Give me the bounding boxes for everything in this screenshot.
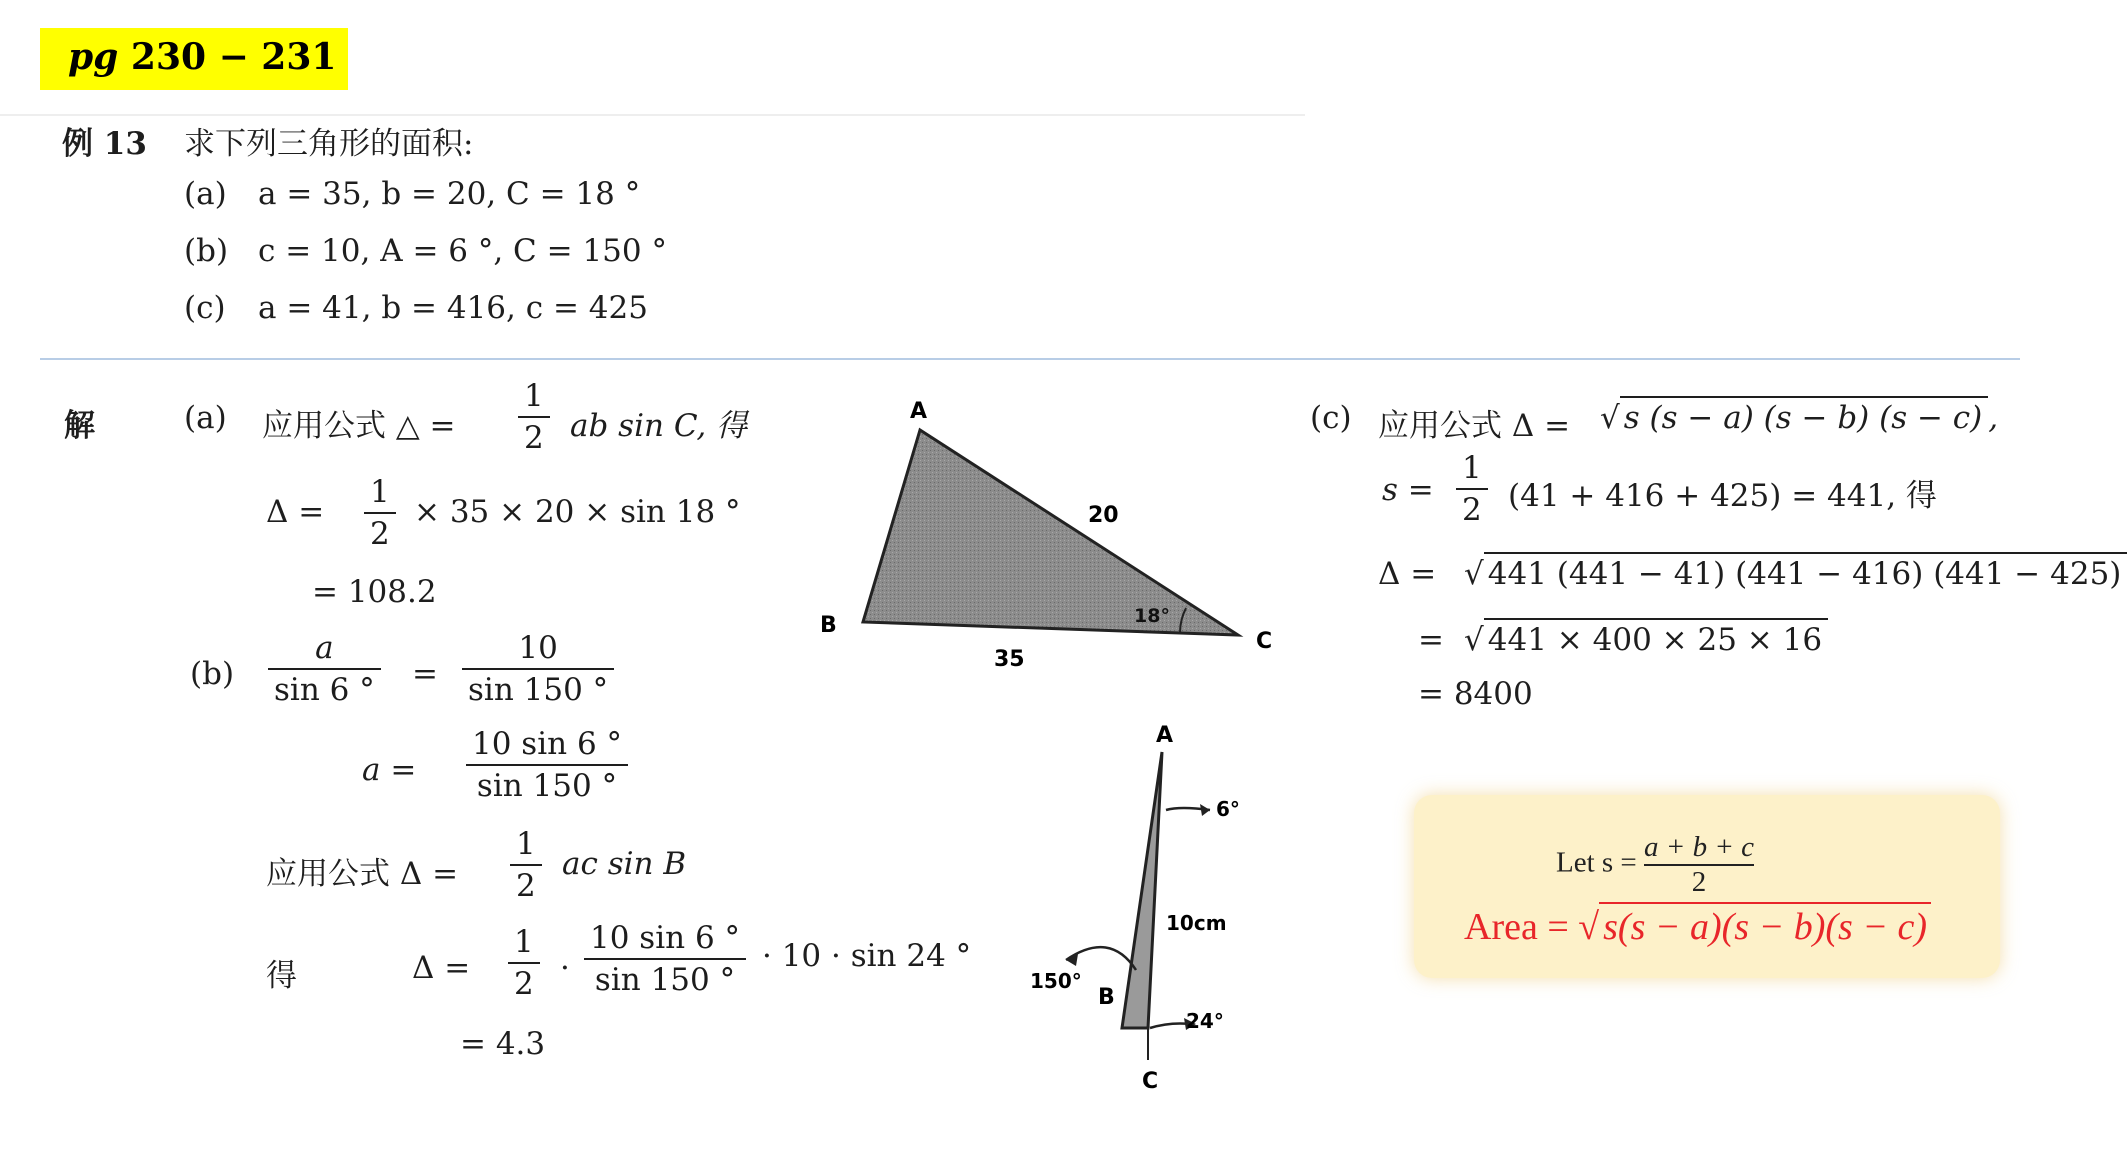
fraction-denominator: 2 (370, 516, 390, 552)
fraction-denominator: sin 6 ° (274, 672, 375, 708)
fraction-numerator: 1 (514, 924, 534, 960)
section-divider (40, 358, 2020, 360)
obtuse-vertex-a-label: A (1156, 723, 1174, 748)
triangle-obtuse-shape (1122, 752, 1162, 1028)
let-s-denominator: 2 (1691, 866, 1707, 898)
obtuse-vertex-b-label: B (1098, 985, 1115, 1010)
triangle-abc-diagram (818, 390, 1298, 670)
solution-c-eq-2: = (1418, 622, 1444, 658)
solution-b-formula-intro: 应用公式 Δ = (266, 856, 459, 892)
fraction-bar (518, 416, 550, 418)
angle-c-arrow (1150, 1024, 1190, 1029)
solution-c-s-lhs: s = (1382, 472, 1434, 508)
top-divider (0, 114, 1305, 116)
fraction-denominator: 2 (516, 868, 536, 904)
fraction-numerator: 10 sin 6 ° (590, 920, 741, 956)
solution-b-tail: · 10 · sin 24 ° (762, 938, 972, 974)
solution-b-delta-eq: Δ = (412, 950, 471, 986)
solution-c-intro: 应用公式 Δ = (1378, 408, 1571, 444)
solution-a-half (518, 378, 550, 456)
obtuse-vertex-c-label: C (1142, 1069, 1159, 1094)
angle-b-exterior-label: 150° (1030, 969, 1082, 993)
let-s-label: Let s = (1556, 846, 1637, 879)
triangle-abc-shape (863, 430, 1238, 635)
solution-c-tag: (c) (1310, 400, 1352, 436)
example-part-b-tag: (b) (184, 233, 229, 269)
page-reference-highlight (40, 28, 348, 90)
fraction-numerator: 1 (370, 474, 390, 510)
example-part-c-tag: (c) (184, 290, 226, 326)
let-s-line (1556, 831, 1754, 899)
vertex-c-label: C (1256, 629, 1273, 654)
side-length-label: 10cm (1166, 911, 1227, 935)
fraction-bar (462, 668, 614, 670)
fraction-denominator: 2 (524, 420, 544, 456)
solution-b-fraction-1 (268, 630, 381, 708)
fraction-bar (268, 668, 381, 670)
fraction-denominator: sin 150 ° (476, 768, 618, 804)
solution-b-fraction-2 (462, 630, 614, 708)
solution-b-dot: · (560, 950, 570, 986)
fraction-numerator: 1 (524, 378, 544, 414)
fraction-numerator: 10 sin 6 ° (472, 726, 623, 762)
solution-b-fraction-3 (466, 726, 628, 804)
fraction-denominator: 2 (514, 966, 534, 1002)
example-part-b-text: c = 10, A = 6 °, C = 150 ° (258, 233, 667, 269)
fraction-denominator: sin 150 ° (594, 962, 736, 998)
vertex-b-label: B (820, 613, 837, 638)
fraction-denominator: sin 150 ° (468, 672, 609, 708)
solution-a-intro: 应用公式 △ = (262, 408, 456, 444)
angle-c-label: 24° (1186, 1009, 1224, 1033)
page-ref-prefix: pg (68, 36, 119, 78)
formula-comma: , (1988, 400, 1999, 436)
solution-b-equals: = (412, 656, 438, 692)
solution-b-result: = 4.3 (460, 1026, 546, 1062)
let-s-fraction (1644, 831, 1754, 899)
solution-b-formula-half (510, 826, 542, 904)
solution-a-step1-tail: × 35 × 20 × sin 18 ° (414, 494, 741, 530)
example-part-a-tag: (a) (184, 176, 227, 212)
solution-c-root-1: √ 441 (441 − 41) (441 − 416) (441 − 425) (1464, 552, 2127, 592)
solution-a-step1-lhs: Δ = (266, 494, 325, 530)
solution-c-s-half (1456, 450, 1488, 528)
heron-formula-box (1414, 795, 2000, 978)
solution-b-formula-tail: ac sin B (562, 846, 687, 882)
side-ac-label: 20 (1088, 503, 1119, 528)
fraction-bar (364, 512, 396, 514)
fraction-numerator: 1 (1462, 450, 1482, 486)
side-bc-label: 35 (994, 647, 1025, 672)
sqrt-radicand: 441 × 400 × 25 × 16 (1484, 618, 1828, 658)
example-part-a-text: a = 35, b = 20, C = 18 ° (258, 176, 641, 212)
angle-a-arrowhead (1200, 804, 1210, 816)
solution-b-step-half (508, 924, 540, 1002)
area-formula-line: Area = √ s(s − a)(s − b)(s − c) (1464, 905, 1931, 949)
solution-a-step1-half (364, 474, 396, 552)
example-label: 例 13 (62, 126, 147, 162)
solution-c-root-2: √ 441 × 400 × 25 × 16 (1464, 618, 1828, 658)
example-prompt: 求下列三角形的面积: (184, 126, 474, 162)
solution-a-formula-tail: ab sin C, 得 (570, 408, 748, 444)
solution-a-result: = 108.2 (312, 574, 437, 610)
fraction-bar (510, 864, 542, 866)
page-ref-numbers: 230 − 231 (130, 36, 337, 78)
example-part-c-text: a = 41, b = 416, c = 425 (258, 290, 648, 326)
solution-b-de: 得 (266, 958, 297, 994)
fraction-bar (508, 962, 540, 964)
solution-c-result: = 8400 (1418, 676, 1533, 712)
area-radicand: s(s − a)(s − b)(s − c) (1599, 902, 1931, 948)
solution-c-delta-lhs: Δ = (1378, 556, 1437, 592)
solution-b-fraction-4 (584, 920, 746, 998)
solution-label: 解 (64, 408, 95, 444)
sqrt-radicand: s (s − a) (s − b) (s − c) (1620, 396, 1989, 436)
solution-c-s-tail: (41 + 416 + 425) = 441, 得 (1508, 478, 1937, 514)
solution-c-formula: √ s (s − a) (s − b) (s − c) , (1600, 396, 1998, 436)
solution-a-tag: (a) (184, 400, 227, 436)
fraction-bar (1456, 488, 1488, 490)
angle-c-label: 18° (1134, 605, 1170, 627)
area-label: Area = (1464, 906, 1569, 948)
let-s-numerator: a + b + c (1644, 831, 1755, 863)
triangle-abc-obtuse-diagram (1020, 710, 1280, 1102)
sqrt-radicand: 441 (441 − 41) (441 − 416) (441 − 425) (1484, 552, 2127, 592)
angle-a-label: 6° (1216, 797, 1240, 821)
vertex-a-label: A (910, 399, 928, 424)
solution-b-a-lhs: a = (362, 752, 417, 788)
fraction-numerator: a (315, 630, 334, 666)
solution-b-tag: (b) (190, 656, 235, 692)
fraction-bar (584, 958, 746, 960)
fraction-numerator: 10 (518, 630, 558, 666)
fraction-numerator: 1 (516, 826, 536, 862)
fraction-bar (466, 764, 628, 766)
fraction-denominator: 2 (1462, 492, 1482, 528)
